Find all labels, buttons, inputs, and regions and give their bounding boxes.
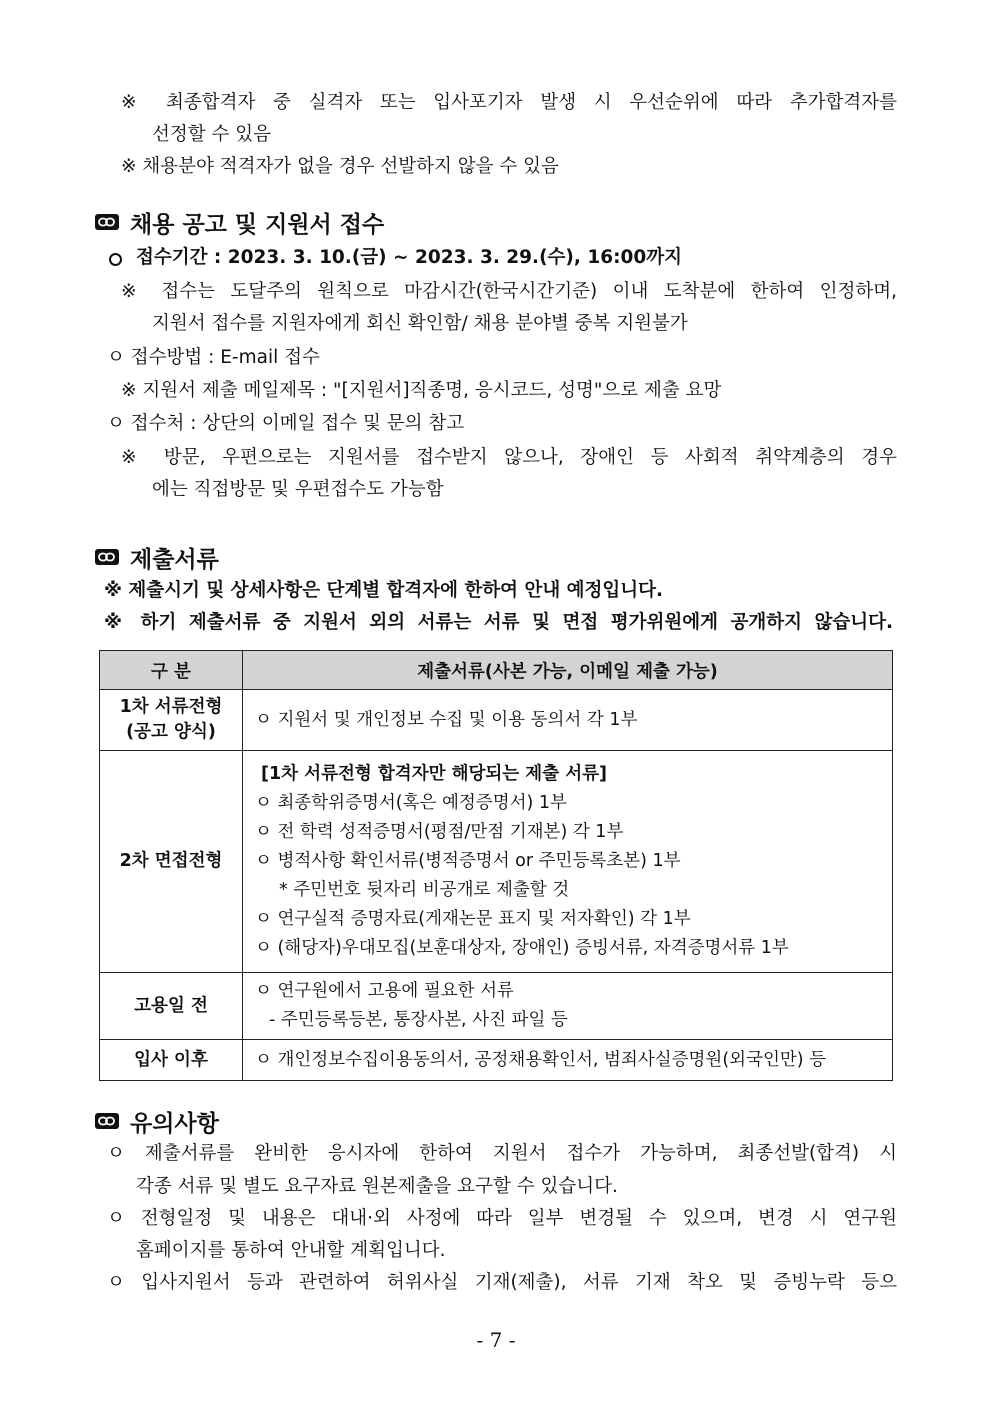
category-line: (공고 양식) [126, 722, 216, 742]
section-title: 유의사항 [130, 1110, 219, 1137]
doc-item: ㅇ (해당자)우대모집(보훈대상자, 장애인) 증빙서류, 자격증명서류 1부 [255, 938, 789, 958]
row-documents [243, 690, 893, 751]
table-row [100, 973, 893, 1040]
row-documents [243, 751, 893, 973]
caution-item: ㅇ 전형일정 및 내용은 대내·외 사정에 따라 일부 변경될 수 있으며, 변경 시 연구원 [107, 1208, 897, 1229]
section-heading-recruit [94, 207, 384, 237]
row-documents [243, 1040, 893, 1081]
place-note-cont: 에는 직접방문 및 우편접수도 가능함 [152, 479, 444, 500]
application-period: 접수기간 : 2023. 3. 10.(금) ~ 2023. 3. 29.(수), 16:00까지 [136, 247, 682, 268]
header-category: 구 분 [100, 651, 243, 690]
docs-note-disclosure: ※ 하기 제출서류 중 지원서 외의 서류는 서류 및 면접 평가위원에게 공개하지 않습니다. [104, 612, 893, 633]
page-number: - 7 - [476, 1328, 516, 1352]
link-chain-icon [94, 213, 120, 231]
doc-item: ㅇ 개인정보수집이용동의서, 공정채용확인서, 범죄사실증명원(외국인만) 등 [255, 1049, 827, 1070]
link-chain-icon [94, 548, 120, 566]
method-note: ※ 지원서 제출 메일제목 : "[지원서]직종명, 응시코드, 성명"으로 제출 요망 [121, 380, 722, 401]
application-method: ㅇ 접수방법 : E-mail 접수 [107, 347, 320, 368]
link-chain-icon [94, 1112, 120, 1130]
caution-item-cont: 홈페이지를 통하여 안내할 계획입니다. [136, 1240, 446, 1261]
doc-item: ㅇ 최종학위증명서(혹은 예정증명서) 1부 [255, 793, 567, 813]
documents-table [99, 650, 893, 1081]
row-category: 2차 면접전형 [100, 751, 243, 973]
row-documents [243, 973, 893, 1040]
doc-item: ㅇ 연구실적 증명자료(게재논문 표지 및 저자확인) 각 1부 [255, 909, 691, 929]
doc-item: ㅇ 병적사항 확인서류(병적증명서 or 주민등록초본) 1부 [255, 851, 681, 871]
doc-item: ㅇ 연구원에서 고용에 필요한 서류 [255, 981, 514, 1001]
section-title: 채용 공고 및 지원서 접수 [130, 211, 385, 238]
ring-bullet-icon [109, 253, 122, 266]
note-final-alternate-cont: 선정할 수 있음 [152, 124, 271, 145]
section-heading-caution [94, 1106, 219, 1136]
header-documents: 제출서류(사본 가능, 이메일 제출 가능) [243, 651, 893, 690]
doc-item: ㅇ 지원서 및 개인정보 수집 및 이용 동의서 각 1부 [255, 709, 638, 730]
table-row [100, 1040, 893, 1081]
category-line: 1차 서류전형 [119, 697, 223, 717]
application-place: ㅇ 접수처 : 상단의 이메일 접수 및 문의 참고 [107, 413, 465, 434]
doc-intro: [1차 서류전형 합격자만 해당되는 제출 서류] [261, 764, 608, 784]
period-note-cont: 지원서 접수를 지원자에게 회신 확인함/ 채용 분야별 중복 지원불가 [152, 313, 688, 334]
doc-subnote: - 주민등록등본, 통장사본, 사진 파일 등 [269, 1010, 568, 1030]
place-note: ※ 방문, 우편으로는 지원서를 접수받지 않으나, 장애인 등 사회적 취약계층의 경우 [121, 447, 897, 468]
table-header-row [100, 651, 893, 690]
row-category: 고용일 전 [100, 973, 243, 1040]
caution-item: ㅇ 입사지원서 등과 관련하여 허위사실 기재(제출), 서류 기재 착오 및 증빙누락 등으 [107, 1272, 897, 1293]
caution-item-cont: 각종 서류 및 별도 요구자료 원본제출을 요구할 수 있습니다. [136, 1176, 618, 1197]
docs-note-timing: ※ 제출시기 및 상세사항은 단계별 합격자에 한하여 안내 예정입니다. [104, 580, 664, 601]
section-heading-docs [94, 542, 219, 572]
section-title: 제출서류 [130, 546, 219, 573]
doc-item: ㅇ 전 학력 성적증명서(평점/만점 기재본) 각 1부 [255, 822, 624, 842]
doc-subnote: * 주민번호 뒷자리 비공개로 제출할 것 [279, 880, 570, 900]
period-note: ※ 접수는 도달주의 원칙으로 마감시간(한국시간기준) 이내 도착분에 한하여 인정하며, [121, 281, 897, 302]
row-category: 입사 이후 [100, 1040, 243, 1081]
table-row [100, 690, 893, 751]
note-no-qualified: ※ 채용분야 적격자가 없을 경우 선발하지 않을 수 있음 [121, 156, 559, 177]
caution-item: ㅇ 제출서류를 완비한 응시자에 한하여 지원서 접수가 가능하며, 최종선발(합격) 시 [107, 1143, 897, 1164]
row-category [100, 690, 243, 751]
note-final-alternate: ※ 최종합격자 중 실격자 또는 입사포기자 발생 시 우선순위에 따라 추가합격자를 [121, 92, 897, 113]
table-row [100, 751, 893, 973]
